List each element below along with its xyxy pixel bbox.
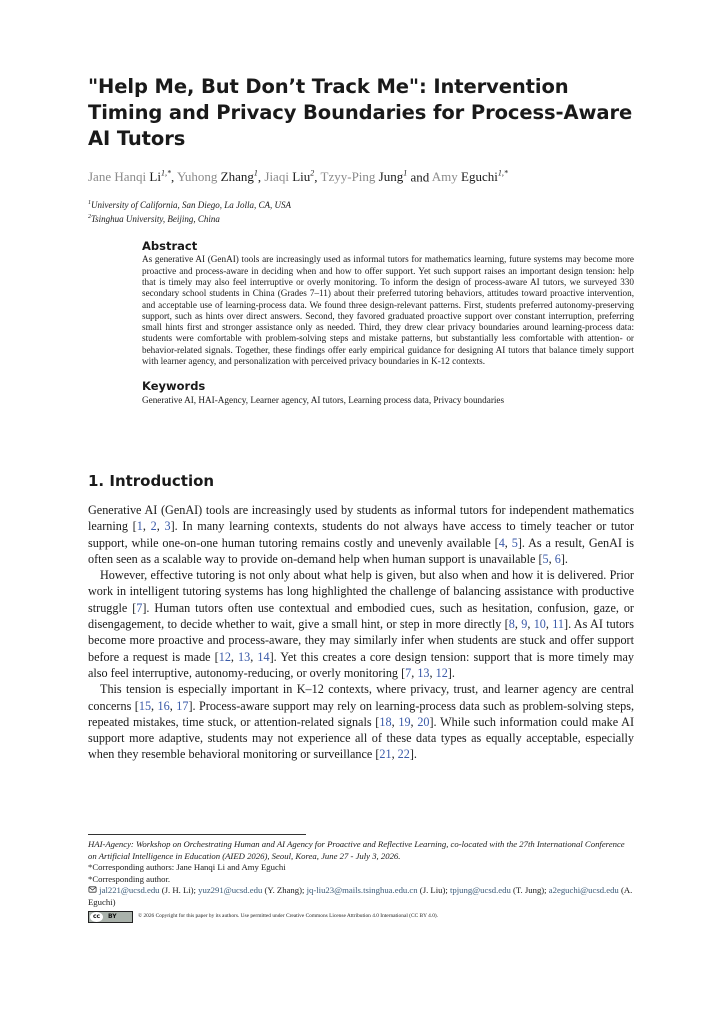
paragraph-text: ,	[429, 665, 436, 680]
keywords-heading: Keywords	[142, 379, 206, 394]
author-name	[432, 169, 508, 184]
citation-link: 6	[554, 551, 561, 566]
citation-link: 16	[157, 698, 170, 713]
author-first-name: Jiaqi	[264, 169, 289, 185]
author-email-link[interactable]: a2eguchi@ucsd.edu	[548, 885, 619, 896]
citation-link: 10	[533, 617, 546, 632]
author-affiliation-mark: 1	[253, 169, 258, 178]
author-email-link[interactable]: jq-liu23@mails.tsinghua.edu.cn	[306, 885, 418, 896]
venue-footnote: HAI-Agency: Workshop on Orchestrating Human and AI Agency for Proactive and Reflective Learning, co-located with the 27th International Conference on Artificial Intelligence in Education (AIED 2026), Seoul, Korea, June 27 - July 3, 2026.	[88, 839, 625, 861]
author-separator: ,	[257, 169, 265, 185]
author-separator: ,	[314, 169, 321, 185]
citation-link: 12	[218, 649, 231, 664]
introduction-paragraph	[88, 681, 634, 762]
author-affiliation-mark: 1	[403, 169, 408, 178]
citation-link: 20	[417, 714, 430, 729]
affiliation-list	[88, 197, 634, 225]
citation-link: 13	[238, 649, 251, 664]
email-owner: (T. Jung);	[510, 885, 549, 896]
citation-link: 11	[552, 617, 565, 632]
citation-link: 3	[164, 519, 171, 534]
citation-link: 5	[511, 535, 518, 550]
paper-title: "Help Me, But Don’t Track Me": Intervention Timing and Privacy Boundaries for Process-Aware AI Tutors	[88, 75, 633, 150]
author-separator: and	[407, 169, 432, 185]
paragraph-text: ]. While such information could make AI support more adaptive, students may not experience all of these data types as equally acceptable, especially when they resemble behavioral monitoring or surveillance [	[88, 714, 635, 762]
author-email-link[interactable]: yuz291@ucsd.edu	[198, 885, 263, 896]
author-last-name: Eguchi	[461, 169, 498, 185]
paragraph-text: ].	[560, 551, 568, 566]
introduction-paragraph	[88, 502, 634, 567]
author-affiliation-mark: 1,*	[497, 169, 508, 178]
paragraph-text: ]. Yet this creates a core design tension: support that is more timely may also feel interruptive, autonomy-reducing, or overly monitoring [	[88, 649, 635, 680]
introduction-heading: 1. Introduction	[88, 472, 215, 490]
citation-link: 5	[542, 551, 549, 566]
author-email-link[interactable]: jal221@ucsd.edu	[99, 885, 160, 896]
paragraph-text: ]. In many learning contexts, students do not always have access to timely teacher or tutor support, while one-on-one human tutoring remains costly and unevenly available [	[88, 519, 635, 550]
paragraph-text: ,	[142, 519, 151, 534]
paragraph-text: ,	[410, 714, 418, 729]
paragraph-text: ,	[411, 665, 418, 680]
author-affiliation-mark: 2	[310, 169, 315, 178]
paragraph-text: ,	[230, 649, 239, 664]
keywords-text: Generative AI, HAI-Agency, Learner agency, AI tutors, Learning process data, Privacy boundaries	[142, 395, 505, 406]
author-email-link[interactable]: tpjung@ucsd.edu	[449, 885, 511, 896]
citation-link: 12	[435, 665, 448, 680]
affiliation-text: Tsinghua University, Beijing, China	[91, 214, 220, 225]
abstract-text: As generative AI (GenAI) tools are increasingly used as informal tutors for mathematics learning, future systems may become more proactive and process-aware in deciding when and how to offer support. Yet such support raises an important design tension: help that is timely may also feel interruptive or overly monitoring. To inform the design of process-aware AI tutors, we surveyed 330 secondary school students in China (Grades 7–11) about their preferred tutoring behaviors, attitudes toward proactive intervention, and acceptable use of learning-process data. We found three design-relevant patterns. First, students preferred autonomy-preserving support, such as hints over direct answers. Second, they favored graduated proactive support over constant interruption, preferring small hints first and stronger assistance only as needed. Third, they drew clear privacy boundaries around learning-process data: students were comfortable with problem-solving steps and mistake patterns, but substantially less comfortable with attention- or behavior-related signals. Together, these findings offer early empirical guidance for designing AI tutors that balance timely support with learner agency, and personalization with perceived privacy boundaries in K-12 contexts.	[142, 254, 634, 366]
email-owner: (A. Eguchi)	[88, 885, 633, 907]
email-list	[88, 885, 634, 908]
citation-link: 1	[136, 519, 143, 534]
author-separator: ,	[170, 169, 177, 185]
author-last-name: Jung	[378, 169, 404, 185]
affiliation-mark: 1	[88, 200, 91, 207]
paragraph-text: ,	[527, 617, 534, 632]
citation-link: 8	[508, 617, 515, 632]
paragraph-text: ,	[545, 617, 553, 632]
abstract-section	[142, 239, 634, 406]
author-first-name: Jane Hanqi	[88, 169, 147, 185]
footnotes	[88, 839, 634, 923]
corresponding-author-note: *Corresponding author.	[88, 873, 171, 884]
citation-link: 13	[417, 665, 430, 680]
cc-by-license-icon: cc BY	[88, 911, 133, 923]
paragraph-text: Generative AI (GenAI) tools are increasingly used by students as informal tutors for independent mathematics learning [	[88, 503, 634, 534]
citation-link: 14	[257, 649, 270, 664]
introduction-paragraph	[88, 567, 634, 681]
paragraph-text: However, effective tutoring is not only about what help is given, but also when and how it is delivered. Prior work in intelligent tutoring systems has long highlighted the challenge of balancing assistance with productive struggle [	[88, 568, 634, 615]
citation-link: 9	[521, 617, 528, 632]
author-list	[88, 166, 634, 185]
author-last-name: Liu	[292, 169, 311, 185]
paper-page	[88, 74, 635, 920]
author-last-name: Li	[149, 169, 161, 185]
affiliation	[88, 197, 634, 211]
paragraph-text: ,	[514, 617, 522, 632]
author-affiliation-mark: 1,*	[160, 169, 171, 178]
author-name	[264, 169, 314, 184]
author-name	[88, 169, 171, 184]
citation-link: 17	[176, 698, 189, 713]
license-row	[88, 911, 634, 923]
citation-link: 2	[150, 519, 157, 534]
license-text: © 2026 Copyright for this paper by its authors. Use permitted under Creative Commons License Attribution 4.0 International (CC BY 4.0).	[138, 912, 439, 919]
paragraph-text: ].	[409, 747, 417, 762]
author-first-name: Yuhong	[176, 169, 218, 185]
envelope-icon	[88, 885, 97, 894]
citation-link: 19	[398, 714, 411, 729]
author-first-name: Tzyy-Ping	[320, 169, 376, 185]
abstract-heading: Abstract	[142, 239, 198, 254]
paragraph-text: ,	[391, 747, 398, 762]
author-name	[321, 169, 408, 184]
paragraph-text: ]. As AI tutors become more proactive and process-aware, they may similarly infer when students are stuck and offer support before a request is made [	[88, 617, 634, 664]
paragraph-text: ]. Human tutors often use contextual and embodied cues, such as hesitation, confusion, gaze, or disengagement, to decide whether to wait, give a small hint, or step in more directly [	[88, 600, 634, 632]
paragraph-text: ]. As a result, GenAI is often seen as a scalable way to provide on-demand help when human support is unavailable [	[88, 535, 634, 566]
paragraph-text: ]. Process-aware support may rely on learning-process data such as problem-solving steps, repeated mistakes, time stuck, or attention-related signals [	[88, 698, 635, 729]
citation-link: 7	[136, 600, 143, 615]
citation-link: 15	[138, 698, 152, 713]
paragraph-text: ,	[156, 519, 165, 534]
affiliation-text: University of California, San Diego, La Jolla, CA, USA	[91, 200, 291, 211]
paragraph-text: ].	[447, 665, 455, 680]
citation-link: 18	[379, 714, 392, 729]
email-owner: (J. H. Li);	[159, 885, 199, 896]
introduction-body	[88, 502, 634, 763]
paragraph-text: ,	[169, 698, 177, 713]
footnote-divider	[88, 834, 306, 835]
citation-link: 21	[379, 747, 392, 762]
citation-link: 7	[405, 665, 412, 680]
paragraph-text: ,	[548, 551, 555, 566]
email-owner: (Y. Zhang);	[262, 885, 307, 896]
paragraph-text: This tension is especially important in K–12 contexts, where privacy, trust, and learner agency are central concerns [	[88, 682, 634, 713]
author-name	[177, 169, 258, 184]
author-first-name: Amy	[431, 169, 458, 185]
affiliation-mark: 2	[88, 214, 91, 221]
author-last-name: Zhang	[220, 169, 254, 185]
paragraph-text: ,	[151, 698, 158, 713]
paragraph-text: ,	[250, 649, 258, 664]
citation-link: 22	[397, 747, 410, 762]
affiliation	[88, 211, 634, 225]
corresponding-authors-note: *Corresponding authors: Jane Hanqi Li and Amy Eguchi	[88, 862, 286, 873]
citation-link: 4	[498, 535, 505, 550]
paragraph-text: ,	[504, 535, 512, 550]
paragraph-text: ,	[391, 714, 399, 729]
email-owner: (J. Liu);	[417, 885, 450, 896]
